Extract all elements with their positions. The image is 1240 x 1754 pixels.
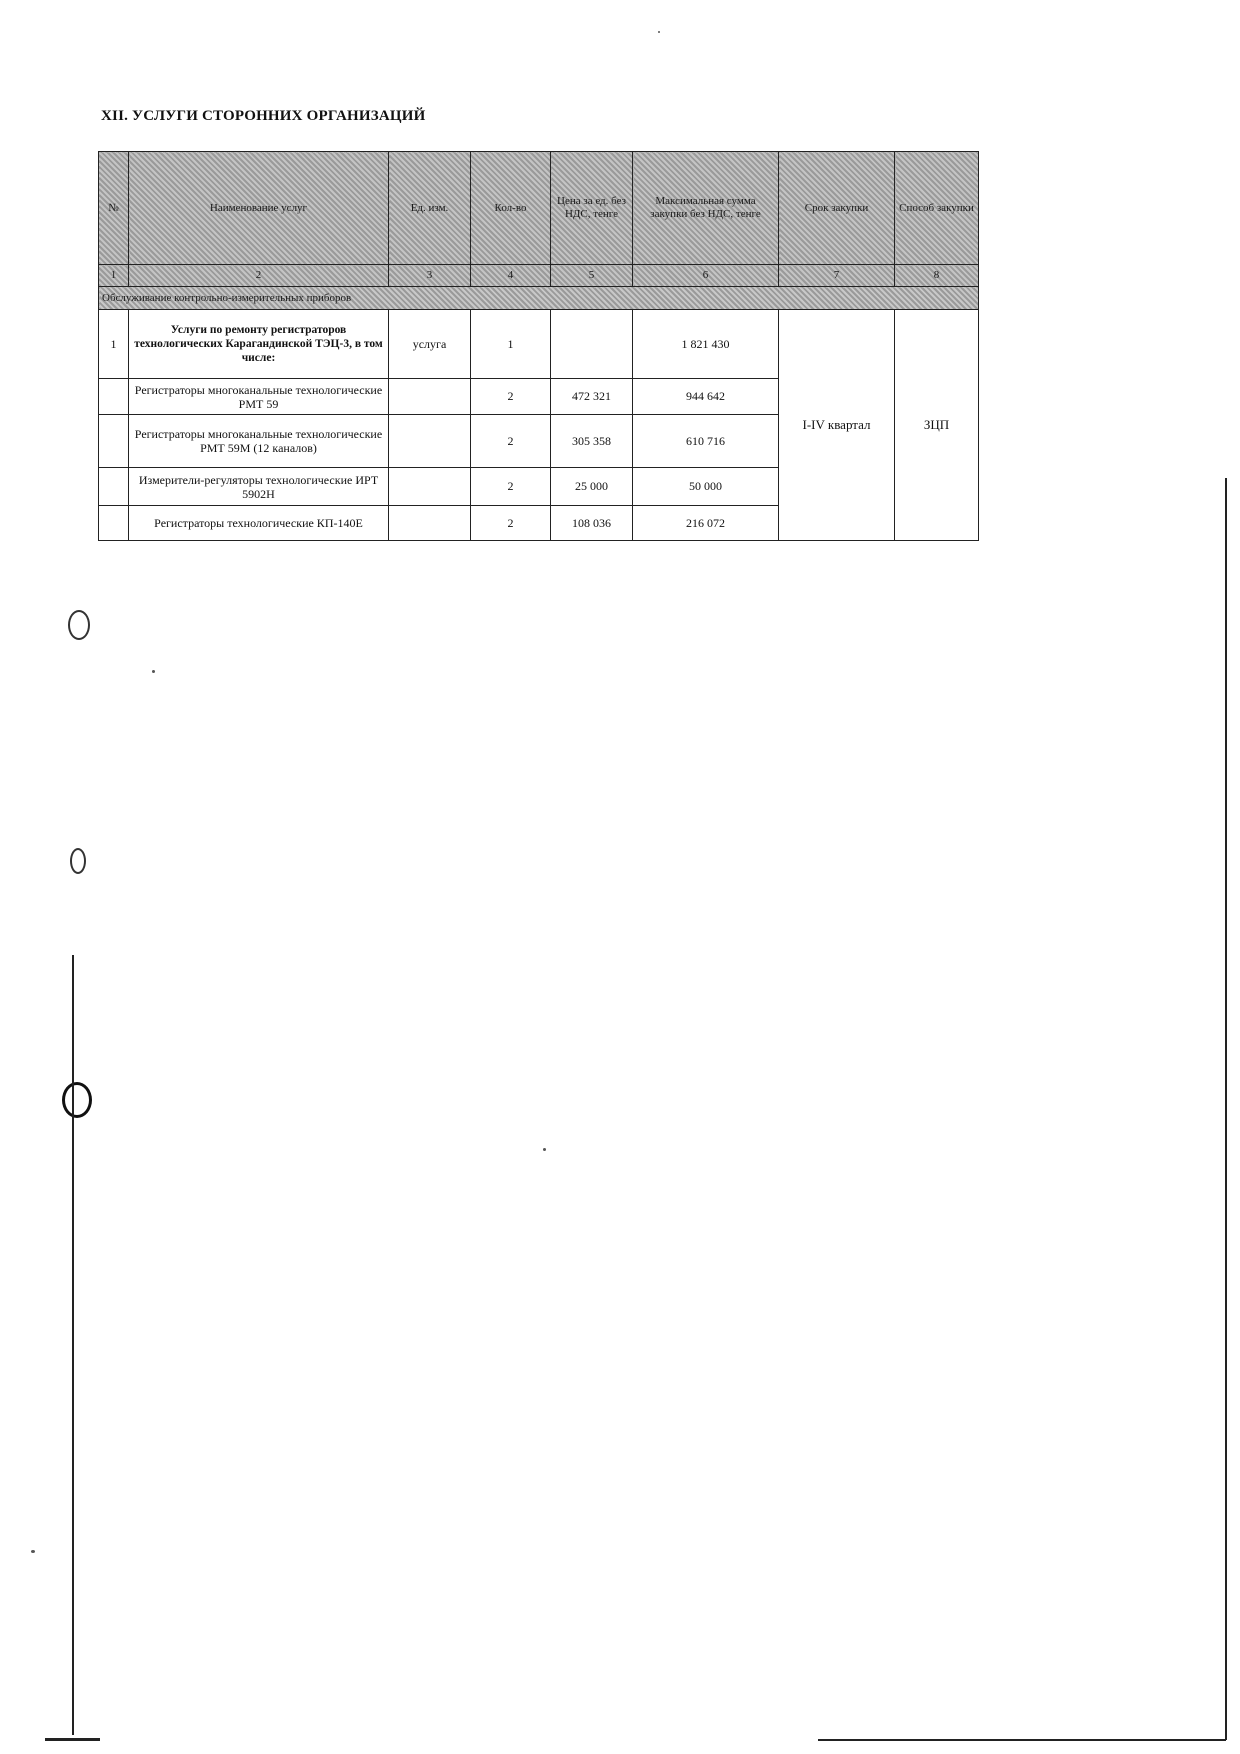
- cell-price: [551, 310, 633, 379]
- binder-hole: [62, 1082, 92, 1118]
- header-number: 8: [895, 265, 979, 287]
- cell-num: [99, 506, 129, 541]
- cell-method: ЗЦП: [895, 310, 979, 541]
- group-row: [99, 287, 979, 310]
- cell-qty: 1: [471, 310, 551, 379]
- cell-name: Регистраторы многоканальные технологические РМТ 59М (12 каналов): [129, 415, 389, 468]
- section-title: XII. УСЛУГИ СТОРОННИХ ОРГАНИЗАЦИЙ: [101, 108, 426, 124]
- cell-sum: 216 072: [633, 506, 779, 541]
- cell-num: 1: [99, 310, 129, 379]
- cell-name: Регистраторы многоканальные технологические РМТ 59: [129, 379, 389, 415]
- header-number: 7: [779, 265, 895, 287]
- cell-price: 305 358: [551, 415, 633, 468]
- cell-qty: 2: [471, 415, 551, 468]
- cell-sum: 610 716: [633, 415, 779, 468]
- cell-qty: 2: [471, 506, 551, 541]
- scan-speck: [658, 31, 660, 33]
- scan-bottom-edge: [45, 1738, 100, 1741]
- cell-name: Услуги по ремонту регистраторов технологических Карагандинской ТЭЦ-3, в том числе:: [129, 310, 389, 379]
- cell-num: [99, 468, 129, 506]
- header-number-row: [99, 265, 979, 287]
- header-number: 6: [633, 265, 779, 287]
- scan-speck: [543, 1148, 546, 1151]
- binder-hole: [70, 848, 86, 874]
- scan-speck: [152, 670, 155, 673]
- table-row-main: [99, 310, 979, 379]
- cell-price: 25 000: [551, 468, 633, 506]
- cell-period: I-IV квартал: [779, 310, 895, 541]
- cell-num: [99, 415, 129, 468]
- scan-speck: [31, 1550, 35, 1553]
- cell-qty: 2: [471, 379, 551, 415]
- cell-price: 472 321: [551, 379, 633, 415]
- header-num: №: [99, 152, 129, 265]
- header-number: 4: [471, 265, 551, 287]
- cell-unit: [389, 468, 471, 506]
- scan-bottom-right-edge: [818, 1739, 1226, 1741]
- cell-num: [99, 379, 129, 415]
- header-unit: Ед. изм.: [389, 152, 471, 265]
- cell-sum: 50 000: [633, 468, 779, 506]
- header-price: Цена за ед. без НДС, тенге: [551, 152, 633, 265]
- cell-unit: [389, 415, 471, 468]
- binder-hole: [68, 610, 90, 640]
- header-number: 1: [99, 265, 129, 287]
- header-number: 2: [129, 265, 389, 287]
- cell-unit: [389, 506, 471, 541]
- header-name: Наименование услуг: [129, 152, 389, 265]
- cell-qty: 2: [471, 468, 551, 506]
- table-header-row: [99, 152, 979, 265]
- cell-unit: услуга: [389, 310, 471, 379]
- scan-left-edge: [72, 955, 74, 1735]
- group-title: Обслуживание контрольно-измерительных приборов: [99, 287, 979, 310]
- header-period: Срок закупки: [779, 152, 895, 265]
- scan-right-edge: [1225, 478, 1227, 1740]
- cell-unit: [389, 379, 471, 415]
- cell-price: 108 036: [551, 506, 633, 541]
- cell-sum: 944 642: [633, 379, 779, 415]
- header-sum: Максимальная сумма закупки без НДС, тенге: [633, 152, 779, 265]
- cell-name: Измерители-регуляторы технологические ИРТ 5902Н: [129, 468, 389, 506]
- services-table: [98, 151, 979, 541]
- cell-sum: 1 821 430: [633, 310, 779, 379]
- header-number: 5: [551, 265, 633, 287]
- header-method: Способ закупки: [895, 152, 979, 265]
- cell-name: Регистраторы технологические КП-140Е: [129, 506, 389, 541]
- header-qty: Кол-во: [471, 152, 551, 265]
- header-number: 3: [389, 265, 471, 287]
